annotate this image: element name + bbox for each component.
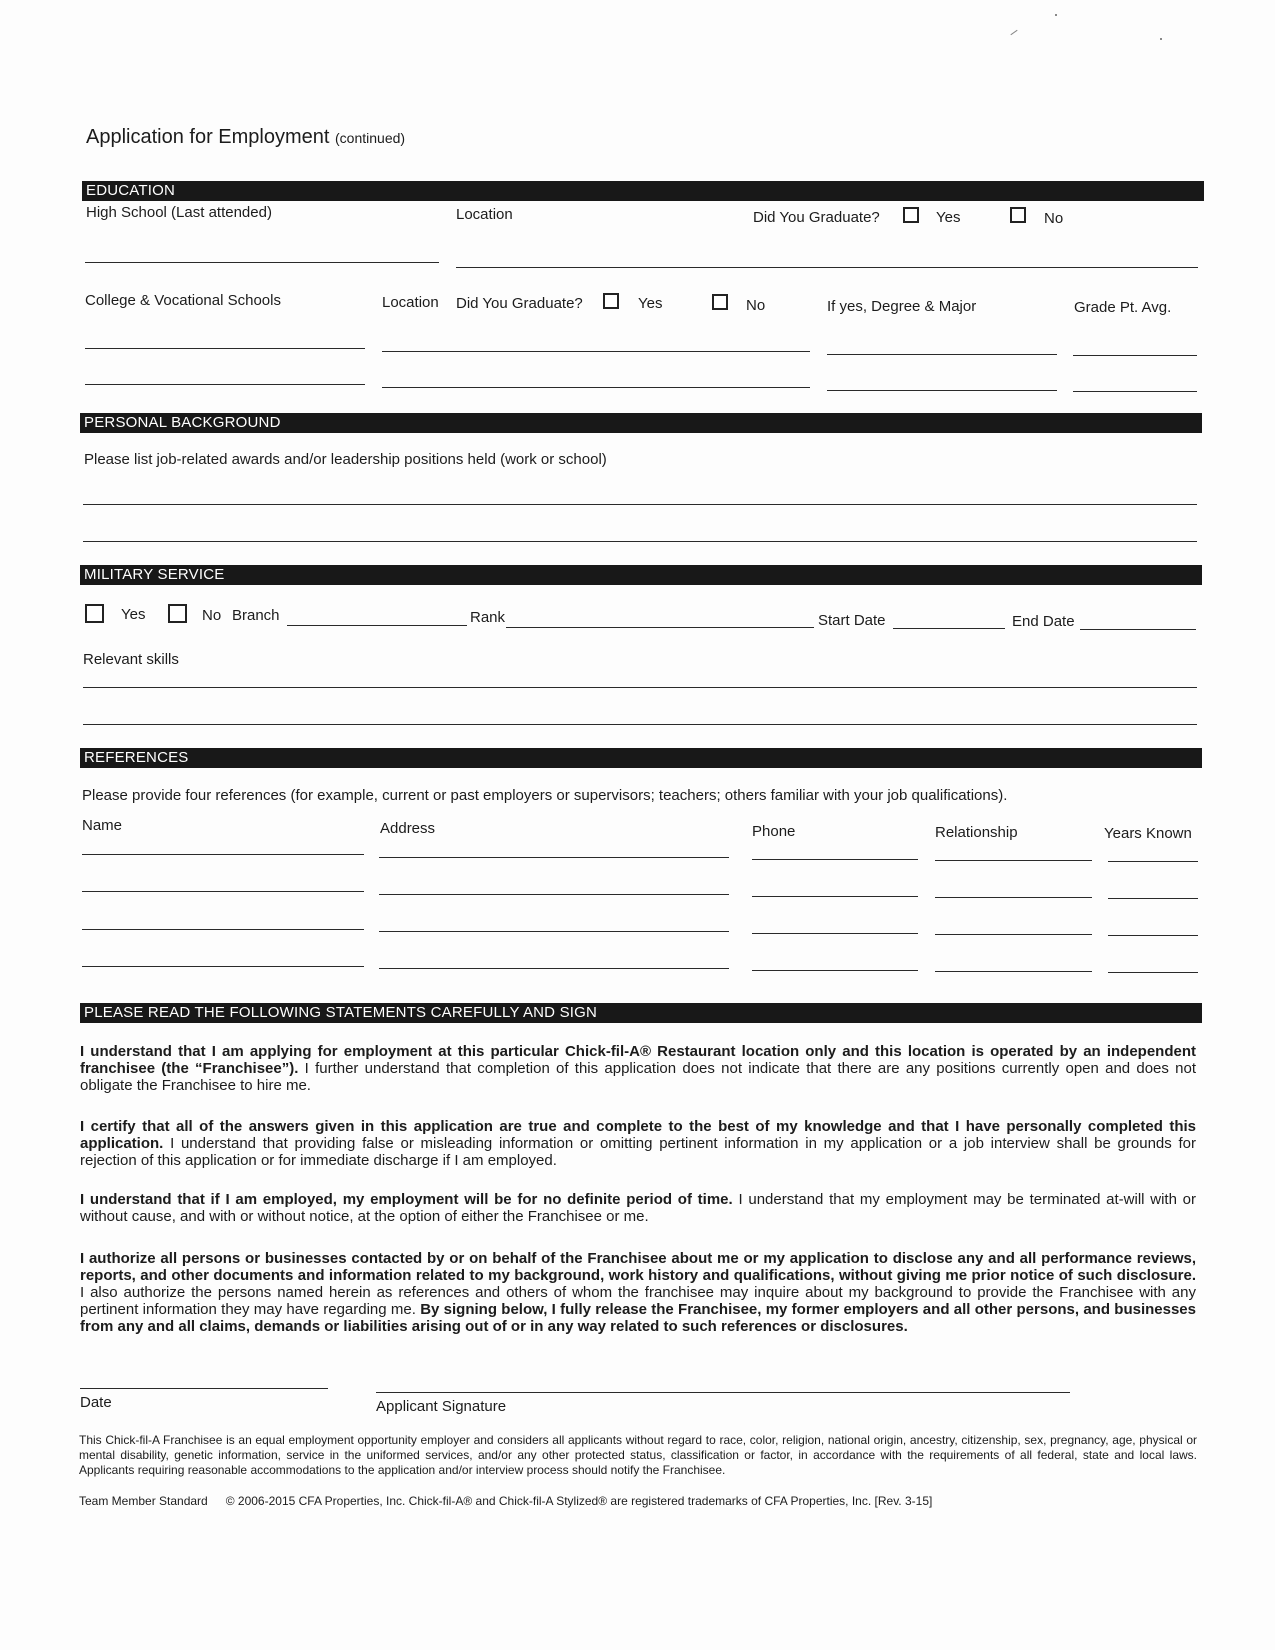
college-location-field[interactable] xyxy=(382,387,810,388)
statement-4-bold-release: By signing below, I fully release the Franchisee, my former employers and all other persons, and businesses from any and all claims, demands or liabilities arising out of or in any way related to such references or disclosures. xyxy=(80,1301,1196,1335)
college-location-field[interactable] xyxy=(382,351,810,352)
hs-graduate-no-checkbox[interactable] xyxy=(1010,207,1026,223)
section-bar-personal-background xyxy=(80,413,1202,433)
ref-name-field[interactable] xyxy=(82,929,364,930)
statement-4-text: I also authorize the persons named herein as references and others of whom the franchisee may inquire about my background to provide the Franchisee with any pertinent information they may have regarding me. xyxy=(80,1284,1196,1318)
college-label: College & Vocational Schools xyxy=(85,292,281,309)
skills-field[interactable] xyxy=(83,687,1197,688)
section-title-references: REFERENCES xyxy=(80,748,193,768)
ref-years-field[interactable] xyxy=(1108,861,1198,862)
copyright: © 2006-2015 CFA Properties, Inc. Chick-fil-A® and Chick-fil-A Stylized® are registered trademarks of CFA Properties, Inc. [Rev. 3-15] xyxy=(225,1494,933,1508)
college-graduate-yes-checkbox[interactable] xyxy=(603,293,619,309)
ref-relationship-field[interactable] xyxy=(935,860,1092,861)
title-main: Application for Employment xyxy=(86,126,330,148)
statement-paragraph-4 xyxy=(80,1250,1196,1335)
statement-1-bold: I understand that I am applying for employment at this particular Chick-fil-A® Restaurant location only and this location is operated by an independent franchisee (the “Franchisee”). xyxy=(80,1043,1196,1077)
ref-years-field[interactable] xyxy=(1108,898,1198,899)
ref-years-field[interactable] xyxy=(1108,972,1198,973)
rank-label: Rank xyxy=(470,609,506,626)
college-no-label: No xyxy=(746,297,766,314)
skills-field[interactable] xyxy=(83,724,1197,725)
military-yes-label: Yes xyxy=(121,606,146,623)
ref-col-address: Address xyxy=(380,820,436,837)
rank-field[interactable] xyxy=(506,627,814,628)
title-continued: (continued) xyxy=(335,130,406,146)
degree-field[interactable] xyxy=(827,354,1057,355)
awards-field[interactable] xyxy=(83,504,1197,505)
section-title-personal-background: PERSONAL BACKGROUND xyxy=(80,413,285,433)
section-title-military: MILITARY SERVICE xyxy=(80,565,228,585)
hs-no-label: No xyxy=(1044,210,1064,227)
start-date-field[interactable] xyxy=(893,628,1005,629)
ref-phone-field[interactable] xyxy=(752,933,918,934)
ref-relationship-field[interactable] xyxy=(935,971,1092,972)
college-location-label: Location xyxy=(382,294,439,311)
ref-address-field[interactable] xyxy=(379,968,729,969)
ref-col-relationship: Relationship xyxy=(935,824,1018,841)
ref-relationship-field[interactable] xyxy=(935,934,1092,935)
college-yes-label: Yes xyxy=(638,295,663,312)
statement-2-text: I understand that providing false or misleading information or omitting pertinent information in my application or a job interview shall be grounds for rejection of this application or for immediate discharge if I am employed. xyxy=(80,1135,1196,1169)
statement-2-bold: I certify that all of the answers given in this application are true and complete to the best of my knowledge and that I have personally completed this application. xyxy=(80,1118,1196,1152)
awards-field[interactable] xyxy=(83,541,1197,542)
hs-location-label: Location xyxy=(456,206,513,223)
scan-mark xyxy=(1160,38,1162,40)
ref-col-name: Name xyxy=(82,817,123,834)
ref-name-field[interactable] xyxy=(82,854,364,855)
branch-field[interactable] xyxy=(287,625,467,626)
ref-col-phone: Phone xyxy=(752,823,796,840)
signature-label: Applicant Signature xyxy=(376,1398,507,1415)
statement-paragraph-2 xyxy=(80,1118,1196,1169)
ref-phone-field[interactable] xyxy=(752,896,918,897)
hs-location-field[interactable] xyxy=(456,267,1198,268)
skills-label: Relevant skills xyxy=(83,651,179,668)
hs-name-field[interactable] xyxy=(85,262,439,263)
hs-yes-label: Yes xyxy=(936,209,961,226)
date-field[interactable] xyxy=(80,1388,328,1389)
degree-label: If yes, Degree & Major xyxy=(827,298,977,315)
college-name-field[interactable] xyxy=(85,348,365,349)
section-bar-statements xyxy=(80,1003,1202,1023)
statement-3-text: I understand that my employment may be terminated at-will with or without cause, and with or without notice, at the option of either the Franchisee or me. xyxy=(80,1191,1196,1225)
statement-4-bold: I authorize all persons or businesses contacted by or on behalf of the Franchisee about me or my application to disclose any and all performance reviews, reports, and other documents and information related to my background, work history and qualifications, without giving me prior notice of such disclosure. xyxy=(80,1250,1196,1284)
gpa-field[interactable] xyxy=(1073,391,1197,392)
eeo-statement: This Chick-fil-A Franchisee is an equal employment opportunity employer and considers all applicants without regard to race, color, religion, national origin, ancestry, citizenship, sex, pregnancy, age, physical or mental disability, genetic information, service in the uniformed services, and/or any other protected status, classification or factor, in accordance with the requirements of all federal, state and local laws. Applicants requiring reasonable accommodations to the application and/or interview process should notify the Franchisee. xyxy=(79,1433,1197,1477)
signature-field[interactable] xyxy=(376,1392,1070,1393)
section-bar-references xyxy=(80,748,1202,768)
section-bar-education xyxy=(82,181,1204,201)
statement-3-bold: I understand that if I am employed, my employment will be for no definite period of time. xyxy=(80,1191,733,1208)
ref-name-field[interactable] xyxy=(82,966,364,967)
gpa-field[interactable] xyxy=(1073,355,1197,356)
ref-relationship-field[interactable] xyxy=(935,897,1092,898)
ref-phone-field[interactable] xyxy=(752,970,918,971)
gpa-label: Grade Pt. Avg. xyxy=(1074,299,1172,316)
hs-graduate-label: Did You Graduate? xyxy=(753,209,880,226)
statement-1-text: I further understand that completion of this application does not indicate that there are any positions currently open and does not obligate the Franchisee to hire me. xyxy=(80,1060,1197,1094)
awards-prompt: Please list job-related awards and/or leadership positions held (work or school) xyxy=(84,451,607,468)
degree-field[interactable] xyxy=(827,390,1057,391)
section-title-statements: PLEASE READ THE FOLLOWING STATEMENTS CAREFULLY AND SIGN xyxy=(80,1003,601,1023)
high-school-label: High School (Last attended) xyxy=(86,204,272,221)
ref-name-field[interactable] xyxy=(82,891,364,892)
military-yes-checkbox[interactable] xyxy=(85,604,104,623)
college-graduate-no-checkbox[interactable] xyxy=(712,294,728,310)
branch-label: Branch xyxy=(232,607,280,624)
ref-address-field[interactable] xyxy=(379,894,729,895)
military-no-label: No xyxy=(202,607,222,624)
section-title-education: EDUCATION xyxy=(82,181,179,201)
end-date-field[interactable] xyxy=(1080,629,1196,630)
date-label: Date xyxy=(80,1394,112,1411)
college-name-field[interactable] xyxy=(85,384,365,385)
hs-graduate-yes-checkbox[interactable] xyxy=(903,207,919,223)
scan-mark xyxy=(1010,30,1017,35)
military-no-checkbox[interactable] xyxy=(168,604,187,623)
statement-paragraph-1 xyxy=(80,1043,1196,1094)
team-member-standard: Team Member Standard xyxy=(79,1494,208,1508)
college-graduate-label: Did You Graduate? xyxy=(456,295,583,312)
ref-col-years-known: Years Known xyxy=(1104,825,1192,842)
ref-address-field[interactable] xyxy=(379,857,729,858)
ref-address-field[interactable] xyxy=(379,931,729,932)
page-title xyxy=(86,126,405,149)
ref-years-field[interactable] xyxy=(1108,935,1198,936)
scan-mark xyxy=(1055,14,1057,16)
footer-line xyxy=(79,1494,1197,1509)
references-prompt: Please provide four references (for example, current or past employers or supervisors; teachers; others familiar with your job qualifications). xyxy=(82,787,1008,804)
statement-paragraph-3 xyxy=(80,1191,1196,1225)
section-bar-military xyxy=(80,565,1202,585)
start-date-label: Start Date xyxy=(818,612,886,629)
end-date-label: End Date xyxy=(1012,613,1075,630)
ref-phone-field[interactable] xyxy=(752,859,918,860)
